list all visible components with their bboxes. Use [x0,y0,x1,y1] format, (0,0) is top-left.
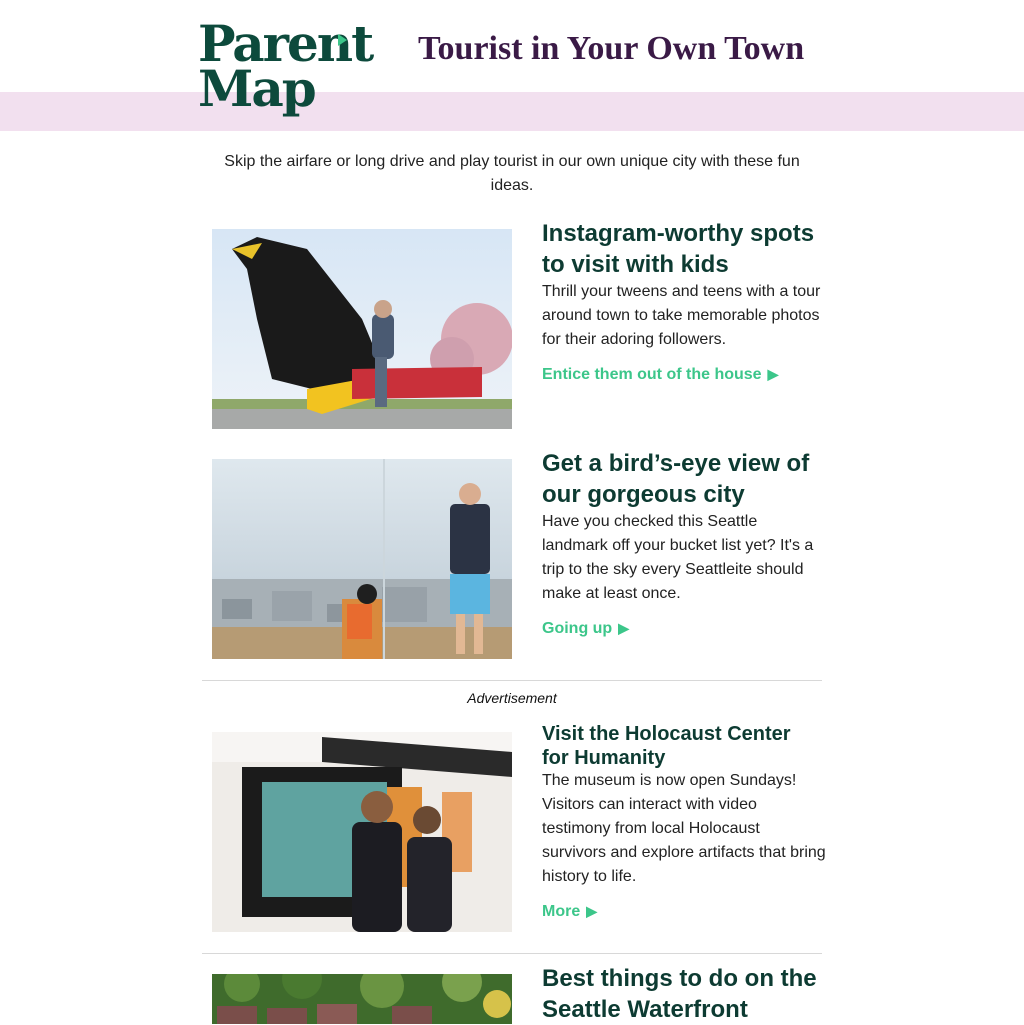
article-2-title[interactable]: Get a bird’s-eye view of our gorgeous city [542,450,810,508]
article-2-description: Have you checked this Seattle landmark off your bucket list yet? It's a trip to the sky every Seattleite should make at least once. [542,513,814,602]
logo-line-map: Map [198,59,315,118]
article-1-link[interactable] [542,364,778,385]
newsletter-title: Tourist in Your Own Town [418,30,805,67]
article-4-title[interactable]: Best things to do on the Seattle Waterfront [542,965,817,1023]
article-3-title[interactable]: Visit the Holocaust Center for Humanity [542,723,791,769]
article-1-title[interactable]: Instagram-worthy spots to visit with kids [542,220,815,278]
article-3-description: The museum is now open Sundays! Visitors can interact with video testimony from local Holocaust survivors and explore artifacts that bring history to life. [542,772,826,885]
article-3-link-label: More [542,903,581,920]
article-3-link[interactable] [542,901,597,922]
advertisement-label: Advertisement [467,690,557,706]
article-2-link-label: Going up [542,620,613,637]
article-2-link[interactable] [542,618,629,639]
article-4-image[interactable] [212,974,512,1024]
play-arrow-icon: ▶ [767,366,779,382]
article-1-link-label: Entice them out of the house [542,366,762,383]
play-arrow-icon: ▶ [586,903,598,919]
section-divider [202,680,822,681]
section-divider [202,953,822,954]
header-band [0,92,1024,131]
article-3-image[interactable] [212,732,512,932]
article-1-image[interactable] [212,229,512,429]
logo-line-parent: Parent [198,14,373,73]
intro-text: Skip the airfare or long drive and play tourist in our own unique city with these fun ideas. [224,153,800,194]
play-arrow-icon: ▶ [618,620,629,636]
article-1-description: Thrill your tweens and teens with a tour around town to take memorable photos for their adoring followers. [542,283,821,348]
article-2-image[interactable] [212,459,512,659]
logo-play-icon [338,34,347,46]
